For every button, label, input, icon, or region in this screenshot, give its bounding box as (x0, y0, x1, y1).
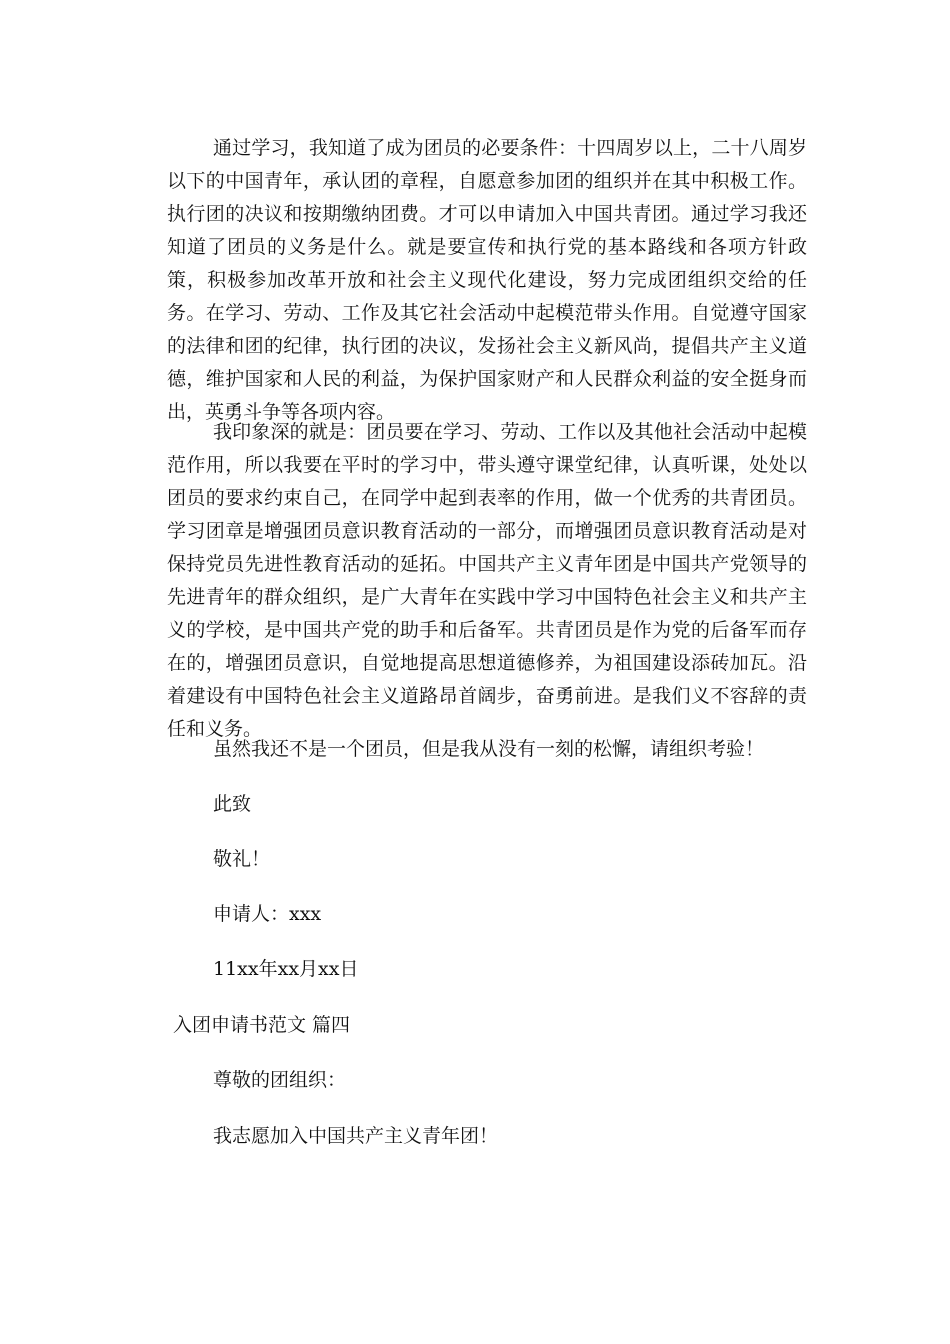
letter-opening-line: 我志愿加入中国共产主义青年团！ (213, 1125, 499, 1147)
closing-statement: 虽然我还不是一个团员，但是我从没有一刻的松懈，请组织考验！ (213, 738, 765, 760)
application-date: 11xx年xx月xx日 (213, 958, 359, 980)
body-paragraph-membership-conditions: 通过学习，我知道了成为团员的必要条件：十四周岁以上，二十八周岁以下的中国青年，承认团的章程，自愿意参加团的组织并在其中积极工作。执行团的决议和按期缴纳团费。才可以申请加入中国共青团。通过学习我还知道了团员的义务是什么。就是要宣传和执行党的基本路线和各项方针政策，积极参加改革开放和社会主义现代化建设，努力完成团组织交给的任务。在学习、劳动、工作及其它社会活动中起模范带头作用。自觉遵守国家的法律和团的纪律，执行团的决议，发扬社会主义新风尚，提倡共产主义道德，维护国家和人民的利益，为保护国家财产和人民群众利益的安全挺身而出，英勇斗争等各项内容。 (167, 137, 807, 423)
salutation-jing-li: 敬礼！ (213, 848, 271, 870)
letter-greeting: 尊敬的团组织： (213, 1069, 347, 1091)
salutation-ci-zhi: 此致 (213, 793, 252, 815)
applicant-signature: 申请人：xxx (213, 903, 322, 925)
body-paragraph-impression: 我印象深的就是：团员要在学习、劳动、工作以及其他社会活动中起模范作用，所以我要在平时的学习中，带头遵守课堂纪律，认真听课，处处以团员的要求约束自己，在同学中起到表率的作用，做一个优秀的共青团员。学习团章是增强团员意识教育活动的一部分，而增强团员意识教育活动是对保持党员先进性教育活动的延拓。中国共产主义青年团是中国共产党领导的先进青年的群众组织，是广大青年在实践中学习中国特色社会主义和共产主义的学校，是中国共产党的助手和后备军。共青团员是作为党的后备军而存在的，增强团员意识，自觉地提高思想道德修养，为祖国建设添砖加瓦。沿着建设有中国特色社会主义道路昂首阔步，奋勇前进。是我们义不容辞的责任和义务。 (167, 421, 807, 740)
section-heading: 入团申请书范文 篇四 (173, 1014, 351, 1036)
